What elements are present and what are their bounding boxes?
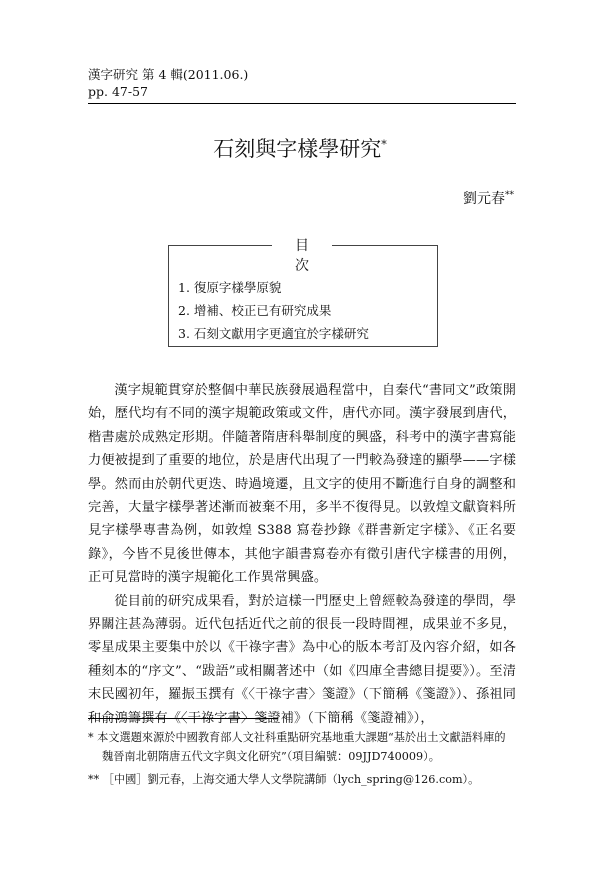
footnote: * 本文選題來源於中國教育部人文社科重點研究基地重大課題“基於出土文獻語料庫的魏晉南北朝隋唐五代文字與文化研究”（項目編號：09JJD740009）。 [88,731,506,763]
toc-item: 3. 石刻文獻用字更適宜於字樣研究 [178,326,369,341]
title-text: 石刻與字樣學研究 [213,137,382,161]
author-footnote-mark: ** [505,190,514,201]
body-text [88,379,516,730]
article-title [0,133,600,163]
footnote-rule [88,718,278,719]
toc-item: 1. 復原字樣學原貌 [178,280,282,295]
footnote: ** ［中國］劉元春，上海交通大學人文學院講師（lych_spring@126.com）。 [88,773,480,786]
header-rule [88,103,516,104]
toc-item: 2. 增補、校正已有研究成果 [178,303,332,318]
title-footnote-mark: * [381,138,387,151]
author-name: 劉元春 [463,191,505,207]
author [463,188,514,208]
page-range: pp. 47-57 [88,84,148,99]
footnotes [88,728,516,789]
toc-heading: 目次 [272,235,332,275]
body-paragraph: 漢字規範貫穿於整個中華民族發展過程當中，自秦代“書同文”政策開始，歷代均有不同的漢字規範政策或文件，唐代亦同。漢字發展到唐代，楷書處於成熟定形期。伴隨著隋唐科舉制度的興盛，科考中的漢字書寫能力便被提到了重要的地位，於是唐代出現了一門較為發達的顯學——字樣學。然而由於朝代更迭、時過境遷，且文字的使用不斷進行自身的調整和完善，大量字樣學著述漸而被棄不用，多半不復得見。以敦煌文獻資料所見字樣學專書為例，如敦煌 S388 寫卷抄錄《群書新定字樣》、《正名要錄》，今皆不見後世傳本，其他字韻書寫卷亦有徵引唐代字樣書的用例，正可見當時的漢字規範化工作異常興盛。 [88,383,516,586]
running-header [88,66,518,100]
journal-line: 漢字研究 第 4 輯(2011.06.) [88,67,249,82]
toc-list [178,276,369,345]
body-paragraph: 從目前的研究成果看，對於這樣一門歷史上曾經較為發達的學問，學界關注甚為薄弱。近代包括近代之前的很長一段時間裡，成果並不多見，零星成果主要集中於以《干祿字書》為中心的版本考訂及內容介紹，如各種刻本的“序文”、“跋語”或相關著述中（如《四庫全書總目提要》）。至清末民國初年，羅振玉撰有《〈干祿字書〉箋證》（下簡稱《箋證》）、孫祖同和俞鴻籌撰有《〈干祿字書〉箋證補》（下簡稱《箋證補》）， [88,593,516,726]
